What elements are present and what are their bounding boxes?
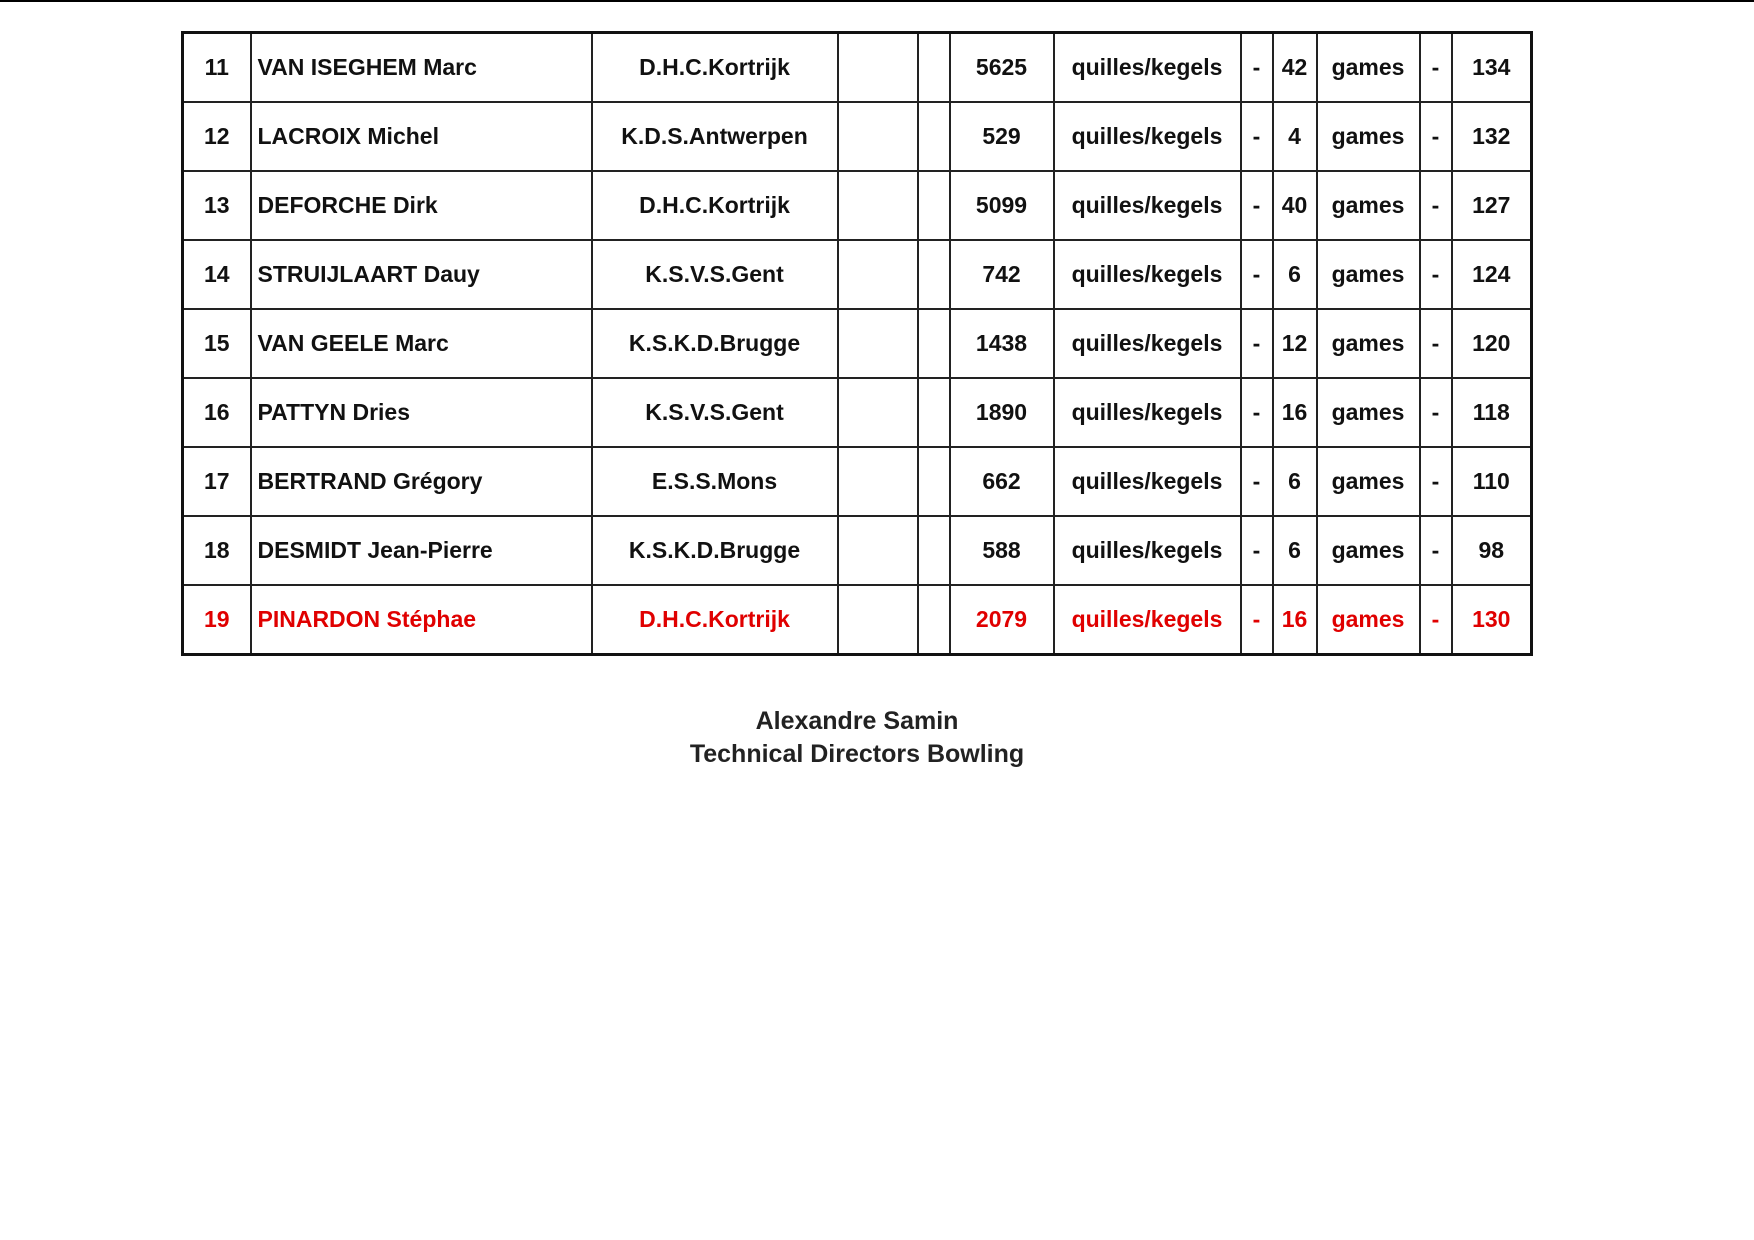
table-row	[183, 102, 1532, 171]
separator-cell: -	[1241, 171, 1273, 240]
player-name-cell: VAN GEELE Marc	[251, 309, 592, 378]
pins-unit-cell: quilles/kegels	[1054, 102, 1241, 171]
empty-cell	[838, 516, 918, 585]
games-count-cell: 40	[1273, 171, 1317, 240]
pins-unit-cell: quilles/kegels	[1054, 516, 1241, 585]
games-unit-cell: games	[1317, 240, 1420, 309]
top-rule	[0, 0, 1754, 2]
games-count-cell: 16	[1273, 378, 1317, 447]
table-row	[183, 171, 1532, 240]
pins-cell: 2079	[950, 585, 1054, 655]
signature-name: Alexandre Samin	[755, 707, 959, 735]
average-cell: 130	[1452, 585, 1532, 655]
games-count-cell: 6	[1273, 240, 1317, 309]
club-cell: K.S.K.D.Brugge	[592, 516, 838, 585]
separator-cell: -	[1420, 585, 1452, 655]
empty-cell	[918, 516, 950, 585]
average-cell: 134	[1452, 33, 1532, 103]
games-unit-cell: games	[1317, 33, 1420, 103]
games-unit-cell: games	[1317, 378, 1420, 447]
table-row	[183, 447, 1532, 516]
pins-unit-cell: quilles/kegels	[1054, 33, 1241, 103]
separator-cell: -	[1241, 516, 1273, 585]
rank-cell: 19	[183, 585, 251, 655]
separator-cell: -	[1241, 447, 1273, 516]
games-unit-cell: games	[1317, 309, 1420, 378]
table-row	[183, 33, 1532, 103]
separator-cell: -	[1241, 309, 1273, 378]
ranking-table	[181, 31, 1533, 656]
rank-cell: 12	[183, 102, 251, 171]
average-cell: 132	[1452, 102, 1532, 171]
club-cell: K.S.V.S.Gent	[592, 378, 838, 447]
empty-cell	[838, 171, 918, 240]
rank-cell: 15	[183, 309, 251, 378]
rank-cell: 13	[183, 171, 251, 240]
separator-cell: -	[1420, 240, 1452, 309]
empty-cell	[918, 240, 950, 309]
rank-cell: 11	[183, 33, 251, 103]
separator-cell: -	[1420, 516, 1452, 585]
empty-cell	[918, 33, 950, 103]
player-name-cell: PINARDON Stéphae	[251, 585, 592, 655]
pins-cell: 1438	[950, 309, 1054, 378]
games-count-cell: 42	[1273, 33, 1317, 103]
separator-cell: -	[1420, 171, 1452, 240]
club-cell: D.H.C.Kortrijk	[592, 33, 838, 103]
empty-cell	[918, 171, 950, 240]
games-unit-cell: games	[1317, 102, 1420, 171]
separator-cell: -	[1420, 33, 1452, 103]
empty-cell	[918, 378, 950, 447]
pins-cell: 742	[950, 240, 1054, 309]
games-unit-cell: games	[1317, 516, 1420, 585]
rank-cell: 18	[183, 516, 251, 585]
table-body	[183, 33, 1532, 655]
games-unit-cell: games	[1317, 171, 1420, 240]
pins-unit-cell: quilles/kegels	[1054, 447, 1241, 516]
rank-cell: 17	[183, 447, 251, 516]
pins-cell: 662	[950, 447, 1054, 516]
empty-cell	[918, 447, 950, 516]
club-cell: D.H.C.Kortrijk	[592, 171, 838, 240]
pins-unit-cell: quilles/kegels	[1054, 171, 1241, 240]
empty-cell	[838, 240, 918, 309]
empty-cell	[918, 309, 950, 378]
club-cell: E.S.S.Mons	[592, 447, 838, 516]
games-count-cell: 12	[1273, 309, 1317, 378]
empty-cell	[918, 585, 950, 655]
separator-cell: -	[1420, 378, 1452, 447]
club-cell: K.S.V.S.Gent	[592, 240, 838, 309]
games-count-cell: 4	[1273, 102, 1317, 171]
player-name-cell: DESMIDT Jean-Pierre	[251, 516, 592, 585]
table-row	[183, 378, 1532, 447]
empty-cell	[838, 33, 918, 103]
empty-cell	[838, 585, 918, 655]
player-name-cell: DEFORCHE Dirk	[251, 171, 592, 240]
pins-cell: 529	[950, 102, 1054, 171]
average-cell: 120	[1452, 309, 1532, 378]
separator-cell: -	[1241, 585, 1273, 655]
rank-cell: 16	[183, 378, 251, 447]
separator-cell: -	[1420, 447, 1452, 516]
empty-cell	[838, 378, 918, 447]
separator-cell: -	[1241, 33, 1273, 103]
games-unit-cell: games	[1317, 585, 1420, 655]
separator-cell: -	[1420, 102, 1452, 171]
games-count-cell: 16	[1273, 585, 1317, 655]
table-row	[183, 309, 1532, 378]
pins-cell: 5625	[950, 33, 1054, 103]
player-name-cell: LACROIX Michel	[251, 102, 592, 171]
pins-cell: 1890	[950, 378, 1054, 447]
rank-cell: 14	[183, 240, 251, 309]
pins-unit-cell: quilles/kegels	[1054, 240, 1241, 309]
player-name-cell: BERTRAND Grégory	[251, 447, 592, 516]
player-name-cell: PATTYN Dries	[251, 378, 592, 447]
pins-cell: 588	[950, 516, 1054, 585]
games-unit-cell: games	[1317, 447, 1420, 516]
average-cell: 98	[1452, 516, 1532, 585]
pins-unit-cell: quilles/kegels	[1054, 378, 1241, 447]
table-row	[183, 585, 1532, 655]
club-cell: K.S.K.D.Brugge	[592, 309, 838, 378]
average-cell: 124	[1452, 240, 1532, 309]
average-cell: 118	[1452, 378, 1532, 447]
club-cell: K.D.S.Antwerpen	[592, 102, 838, 171]
games-count-cell: 6	[1273, 516, 1317, 585]
average-cell: 110	[1452, 447, 1532, 516]
pins-unit-cell: quilles/kegels	[1054, 309, 1241, 378]
empty-cell	[918, 102, 950, 171]
signature-role: Technical Directors Bowling	[689, 740, 1025, 768]
separator-cell: -	[1241, 240, 1273, 309]
separator-cell: -	[1241, 378, 1273, 447]
empty-cell	[838, 102, 918, 171]
table-row	[183, 516, 1532, 585]
separator-cell: -	[1241, 102, 1273, 171]
empty-cell	[838, 447, 918, 516]
empty-cell	[838, 309, 918, 378]
table-row	[183, 240, 1532, 309]
player-name-cell: VAN ISEGHEM Marc	[251, 33, 592, 103]
player-name-cell: STRUIJLAART Dauy	[251, 240, 592, 309]
games-count-cell: 6	[1273, 447, 1317, 516]
average-cell: 127	[1452, 171, 1532, 240]
pins-cell: 5099	[950, 171, 1054, 240]
pins-unit-cell: quilles/kegels	[1054, 585, 1241, 655]
club-cell: D.H.C.Kortrijk	[592, 585, 838, 655]
separator-cell: -	[1420, 309, 1452, 378]
